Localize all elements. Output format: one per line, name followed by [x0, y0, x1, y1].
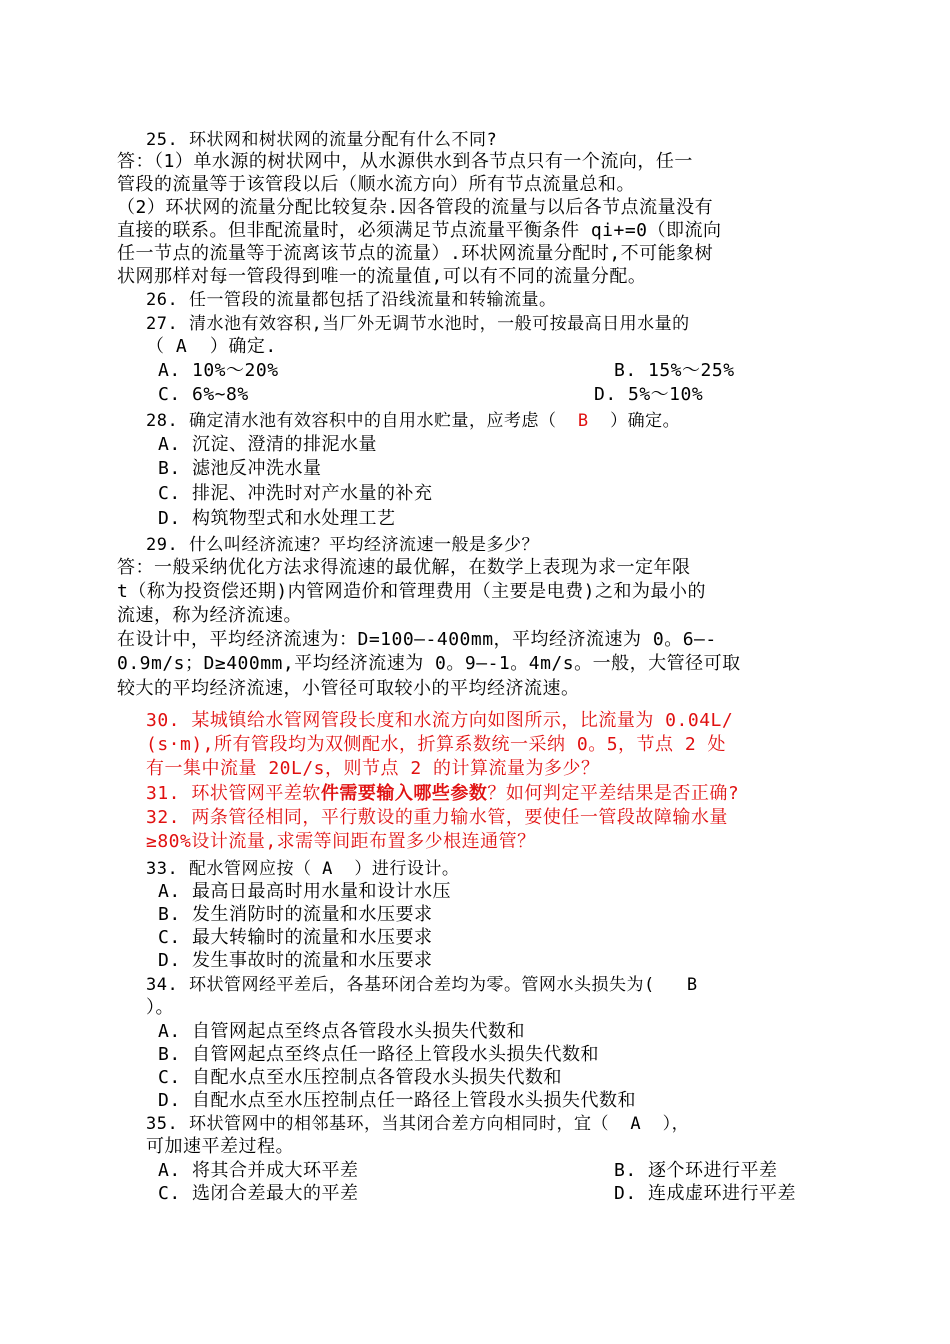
question-25-title: 25. 环状网和树状网的流量分配有什么不同?	[146, 130, 498, 150]
option-c: C. 6%~8%	[158, 384, 249, 405]
answer-29-line: 0.9m/s；D≥400mm,平均经济流速为 0。9—-1。4m/s。一般，大管径可取	[117, 653, 741, 674]
answer-25-line: 直接的联系。但非配流量时，必须满足节点流量平衡条件 qi+=0（即流向	[117, 220, 722, 241]
option-a: A. 10%～20%	[158, 360, 279, 381]
option-a: A. 自管网起点至终点各管段水头损失代数和	[158, 1021, 526, 1042]
option-c: C. 排泥、冲洗时对产水量的补充	[158, 483, 433, 504]
answer-25-line: 管段的流量等于该管段以后（顺水流方向）所有节点流量总和。	[117, 174, 635, 195]
question-27-title-cont: （ A ）确定.	[146, 336, 277, 357]
option-a: A. 最高日最高时用水量和设计水压	[158, 881, 452, 902]
question-31-suffix: ？如何判定平差结果是否正确?	[487, 783, 740, 804]
question-28-title	[146, 409, 680, 433]
option-c: C. 自配水点至水压控制点各管段水头损失代数和	[158, 1067, 563, 1088]
question-31-prefix: 31. 环状管网平差软	[146, 783, 321, 804]
option-c: C. 最大转输时的流量和水压要求	[158, 927, 433, 948]
question-28-answer: B	[577, 411, 589, 431]
option-d: D. 构筑物型式和水处理工艺	[158, 508, 396, 529]
answer-25-line: （2）环状网的流量分配比较复杂.因各管段的流量与以后各节点流量没有	[117, 197, 714, 218]
answer-29-line: 答：一般采纳优化方法求得流速的最优解，在数学上表现为求一定年限	[117, 557, 691, 578]
question-30-line: 有一集中流量 20L/s，则节点 2 的计算流量为多少？	[146, 758, 600, 779]
answer-29-line: 流速，称为经济流速。	[117, 605, 302, 626]
question-31-title	[146, 782, 739, 806]
option-b: B. 发生消防时的流量和水压要求	[158, 904, 433, 925]
option-d: D. 5%～10%	[594, 384, 704, 405]
option-b: B. 逐个环进行平差	[614, 1160, 778, 1181]
question-28-prefix: 28. 确定清水池有效容积中的自用水贮量，应考虑（	[146, 411, 578, 431]
question-26-title: 26. 任一管段的流量都包括了沿线流量和转输流量。	[146, 290, 557, 310]
question-34-title-cont: ）。	[146, 997, 174, 1018]
question-32-line: ≥80%设计流量,求需等间距布置多少根连通管？	[146, 831, 536, 852]
option-b: B. 自管网起点至终点任一路径上管段水头损失代数和	[158, 1044, 600, 1065]
option-a: A. 将其合并成大环平差	[158, 1160, 359, 1181]
option-b: B. 滤池反冲洗水量	[158, 458, 322, 479]
option-d: D. 连成虚环进行平差	[614, 1183, 797, 1204]
question-28-suffix: ）确定。	[588, 411, 681, 431]
answer-29-line: 较大的平均经济流速，小管径可取较小的平均经济流速。	[117, 678, 580, 699]
question-32-line: 32. 两条管径相同，平行敷设的重力输水管，要使任一管段故障输水量	[146, 807, 728, 828]
question-30-line: 30. 某城镇给水管网管段长度和水流方向如图所示，比流量为 0.04L/	[146, 710, 734, 731]
answer-25-line: 状网那样对每一管段得到唯一的流量值,可以有不同的流量分配。	[117, 266, 647, 287]
answer-29-line: t（称为投资偿还期)内管网造价和管理费用（主要是电费)之和为最小的	[117, 581, 707, 602]
option-d: D. 发生事故时的流量和水压要求	[158, 950, 433, 971]
question-33-title: 33. 配水管网应按（ A ）进行设计。	[146, 859, 460, 879]
question-31-bold: 件需要输入哪些参数	[320, 783, 488, 804]
question-29-title: 29. 什么叫经济流速？平均经济流速一般是多少？	[146, 535, 539, 555]
question-27-title: 27. 清水池有效容积,当厂外无调节水池时，一般可按最高日用水量的	[146, 314, 690, 334]
question-35-title-cont: 可加速平差过程。	[146, 1136, 294, 1157]
option-b: B. 15%～25%	[614, 360, 735, 381]
answer-25-line: 任一节点的流量等于流离该节点的流量）.环状网流量分配时,不可能象树	[117, 243, 714, 264]
question-34-title: 34. 环状管网经平差后，各基环闭合差均为零。管网水头损失为( B	[146, 975, 698, 995]
option-a: A. 沉淀、澄清的排泥水量	[158, 434, 378, 455]
question-30-line: (s·m),所有管段均为双侧配水，折算系数统一采纳 0。5，节点 2 处	[146, 734, 727, 755]
option-d: D. 自配水点至水压控制点任一路径上管段水头损失代数和	[158, 1090, 637, 1111]
question-35-title: 35. 环状管网中的相邻基环，当其闭合差方向相同时，宜（ A ），	[146, 1114, 690, 1134]
answer-25-line: 答：（1）单水源的树状网中，从水源供水到各节点只有一个流向，任一	[117, 151, 693, 172]
option-c: C. 选闭合差最大的平差	[158, 1183, 359, 1204]
answer-29-line: 在设计中，平均经济流速为：D=100—-400mm，平均经济流速为 0。6—-	[117, 629, 717, 650]
